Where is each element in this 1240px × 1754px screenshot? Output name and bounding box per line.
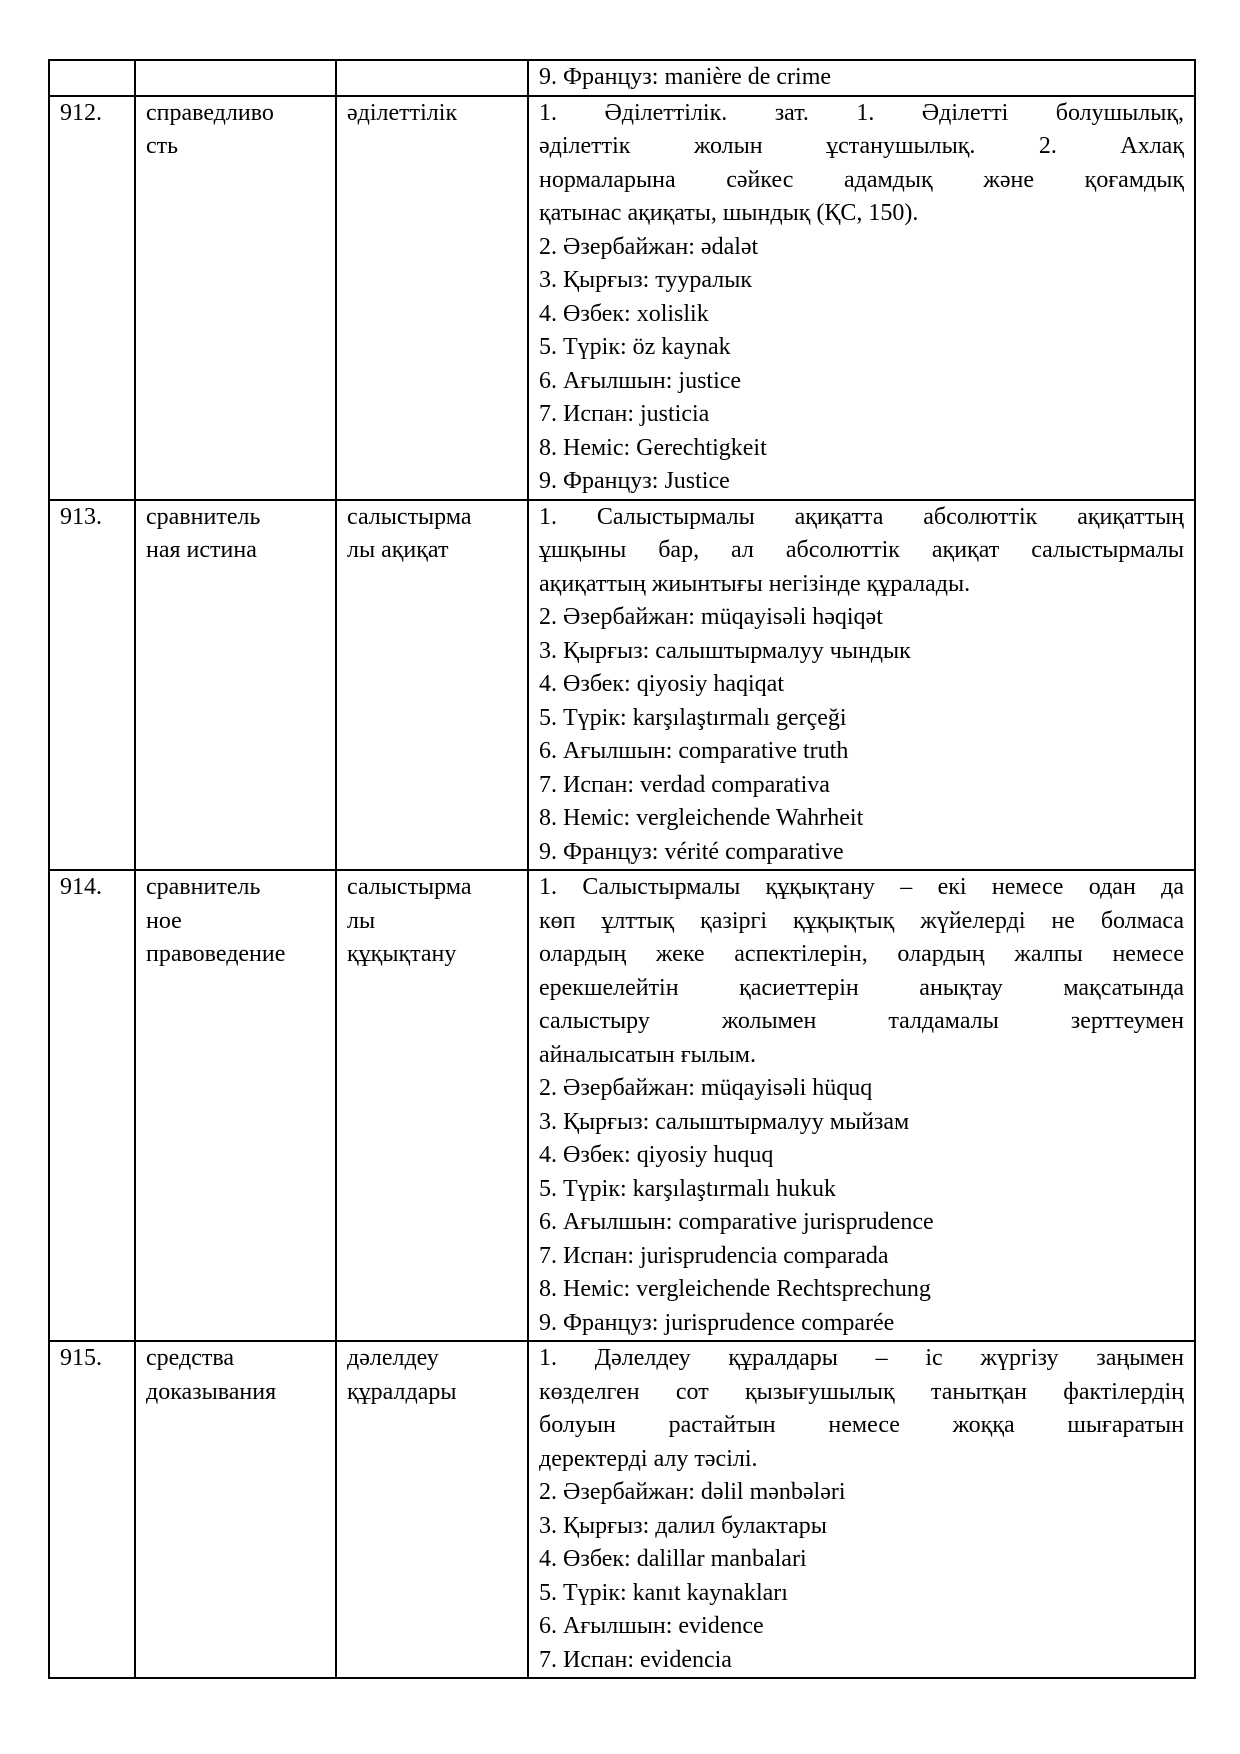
russian-term-line: ное — [146, 907, 182, 934]
entry-number-cell — [49, 870, 135, 1341]
definition-line: 1. Салыстырмалы құқықтану – екі немесе одан да — [539, 874, 1184, 900]
table-row — [49, 60, 1195, 96]
definition-line: көзделген сот қызығушылық танытқан фактілердің — [539, 1378, 1184, 1405]
kazakh-term-line: лы — [347, 907, 376, 934]
translation-line: 4. Өзбек: qiyosiy haqiqat — [539, 671, 785, 697]
russian-term-line: средства — [146, 1345, 235, 1371]
translation-line: 8. Неміс: Gerechtigkeit — [539, 434, 767, 461]
kazakh-term-line: әділеттілік — [347, 99, 458, 126]
translation-line: 3. Қырғыз: салыштырмалуу чындык — [539, 637, 911, 664]
definition-cell — [528, 870, 1195, 1341]
translation-line: 4. Өзбек: qiyosiy huquq — [539, 1142, 774, 1168]
definition-line: 1. Салыстырмалы ақиқатта абсолюттік ақиқаттың — [539, 503, 1184, 530]
translation-line: 8. Неміс: vergleichende Wahrheit — [539, 805, 864, 831]
translation-line: 5. Түрік: öz kaynak — [539, 334, 731, 360]
definition-line: нормаларына сәйкес адамдық және қоғамдық — [539, 166, 1184, 193]
definition-line: ұшқыны бар, ал абсолюттік ақиқат салыстырмалы — [539, 537, 1184, 563]
entry-number: 912. — [60, 99, 102, 126]
definition-line: әділеттік жолын ұстанушылық. 2. Ахлақ — [539, 133, 1184, 159]
translation-line: 8. Неміс: vergleichende Rechtsprechung — [539, 1276, 931, 1302]
translation-line: 9. Француз: jurisprudence comparée — [539, 1309, 895, 1336]
russian-term-line: сравнитель — [146, 874, 261, 900]
translation-line: 4. Өзбек: dalillar manbalari — [539, 1546, 807, 1572]
translation-line: 3. Қырғыз: салыштырмалуу мыйзам — [539, 1108, 910, 1135]
translation-line: 2. Әзербайжан: müqayisəli həqiqət — [539, 604, 883, 630]
kazakh-term-cell — [336, 96, 528, 500]
translation-line: 6. Ағылшын: comparative jurisprudence — [539, 1209, 934, 1235]
russian-term-cell — [135, 870, 336, 1341]
entry-number-cell — [49, 1341, 135, 1678]
glossary-body — [49, 60, 1195, 1678]
russian-term-cell — [135, 1341, 336, 1678]
entry-number: 914. — [60, 874, 102, 900]
definition-line: көп ұлттық қазіргі құқықтық жүйелерді не болмаса — [539, 907, 1184, 934]
russian-term-line: правоведение — [146, 941, 286, 967]
translation-line: 6. Ағылшын: evidence — [539, 1613, 764, 1639]
russian-term-line: сравнитель — [146, 503, 261, 530]
translation-line: 5. Түрік: karşılaştırmalı gerçeği — [539, 704, 847, 731]
definition-line: 1. Дәлелдеу құралдары – іс жүргізу заңымен — [539, 1345, 1184, 1371]
russian-term-line: доказывания — [146, 1378, 277, 1405]
definition-line: айналысатын ғылым. — [539, 1041, 756, 1068]
translation-line: 7. Испан: justicia — [539, 401, 710, 427]
translation-line: 9. Француз: Justice — [539, 468, 730, 494]
translation-line: 3. Қырғыз: тууралык — [539, 267, 753, 293]
definition-line: салыстыру жолымен талдамалы зерттеумен — [539, 1008, 1184, 1034]
translation-line: 2. Әзербайжан: ədalət — [539, 233, 759, 260]
translation-line: 7. Испан: verdad comparativa — [539, 771, 830, 798]
table-row — [49, 870, 1195, 1341]
table-row — [49, 96, 1195, 500]
russian-term-cell — [135, 500, 336, 871]
translation-line: 3. Қырғыз: далил булактары — [539, 1512, 827, 1539]
kazakh-term-line: дәлелдеу — [347, 1345, 439, 1371]
definition-cell — [528, 1341, 1195, 1678]
translation-line: 9. Француз: vérité comparative — [539, 838, 844, 865]
russian-term-line: справедливо — [146, 99, 274, 126]
translation-line: 7. Испан: jurisprudencia comparada — [539, 1242, 889, 1269]
translation-line: 2. Әзербайжан: müqayisəli hüquq — [539, 1075, 873, 1101]
translation-line: 2. Әзербайжан: dəlil mənbələri — [539, 1479, 846, 1505]
definition-cell — [528, 96, 1195, 500]
translation-line: 6. Ағылшын: comparative truth — [539, 738, 849, 764]
russian-term-cell — [135, 96, 336, 500]
table-row — [49, 1341, 1195, 1678]
translation-line: 5. Түрік: karşılaştırmalı hukuk — [539, 1175, 836, 1202]
russian-term-cell — [135, 60, 336, 96]
definition-cell — [528, 500, 1195, 871]
definition-line: ақиқаттың жиынтығы негізінде құралады. — [539, 570, 971, 597]
document-page — [48, 59, 1194, 1679]
russian-term-line: сть — [146, 133, 179, 159]
kazakh-term-line: салыстырма — [347, 503, 472, 530]
translation-line: 7. Испан: evidencia — [539, 1646, 732, 1673]
russian-term-line: ная истина — [146, 537, 257, 563]
definition-line: болуын растайтын немесе жоққа шығаратын — [539, 1412, 1184, 1438]
entry-number-cell — [49, 500, 135, 871]
definition-line: 1. Әділеттілік. зат. 1. Әділетті болушылық, — [539, 99, 1184, 126]
kazakh-term-line: құқықтану — [347, 941, 457, 967]
definition-cell — [528, 60, 1195, 96]
kazakh-term-cell — [336, 870, 528, 1341]
definition-line: қатынас ақиқаты, шындық (ҚС, 150). — [539, 200, 919, 226]
entry-number: 915. — [60, 1345, 102, 1371]
definition-line: ерекшелейтін қасиеттерін анықтау мақсатында — [539, 974, 1184, 1001]
translation-line: 5. Түрік: kanıt kaynakları — [539, 1579, 788, 1606]
translation-line: 6. Ағылшын: justice — [539, 367, 742, 394]
entry-number: 913. — [60, 503, 102, 530]
entry-number-cell — [49, 60, 135, 96]
translation-line: 4. Өзбек: xolislik — [539, 300, 709, 327]
table-row — [49, 500, 1195, 871]
kazakh-term-cell — [336, 500, 528, 871]
translation-line: 9. Француз: manière de crime — [539, 64, 832, 90]
kazakh-term-line: лы ақиқат — [347, 537, 449, 563]
kazakh-term-line: құралдары — [347, 1378, 457, 1405]
kazakh-term-cell — [336, 60, 528, 96]
definition-line: деректерді алу тәсілі. — [539, 1445, 758, 1472]
glossary-table — [48, 59, 1196, 1679]
kazakh-term-line: салыстырма — [347, 874, 472, 900]
entry-number-cell — [49, 96, 135, 500]
kazakh-term-cell — [336, 1341, 528, 1678]
definition-line: олардың жеке аспектілерін, олардың жалпы немесе — [539, 941, 1184, 967]
